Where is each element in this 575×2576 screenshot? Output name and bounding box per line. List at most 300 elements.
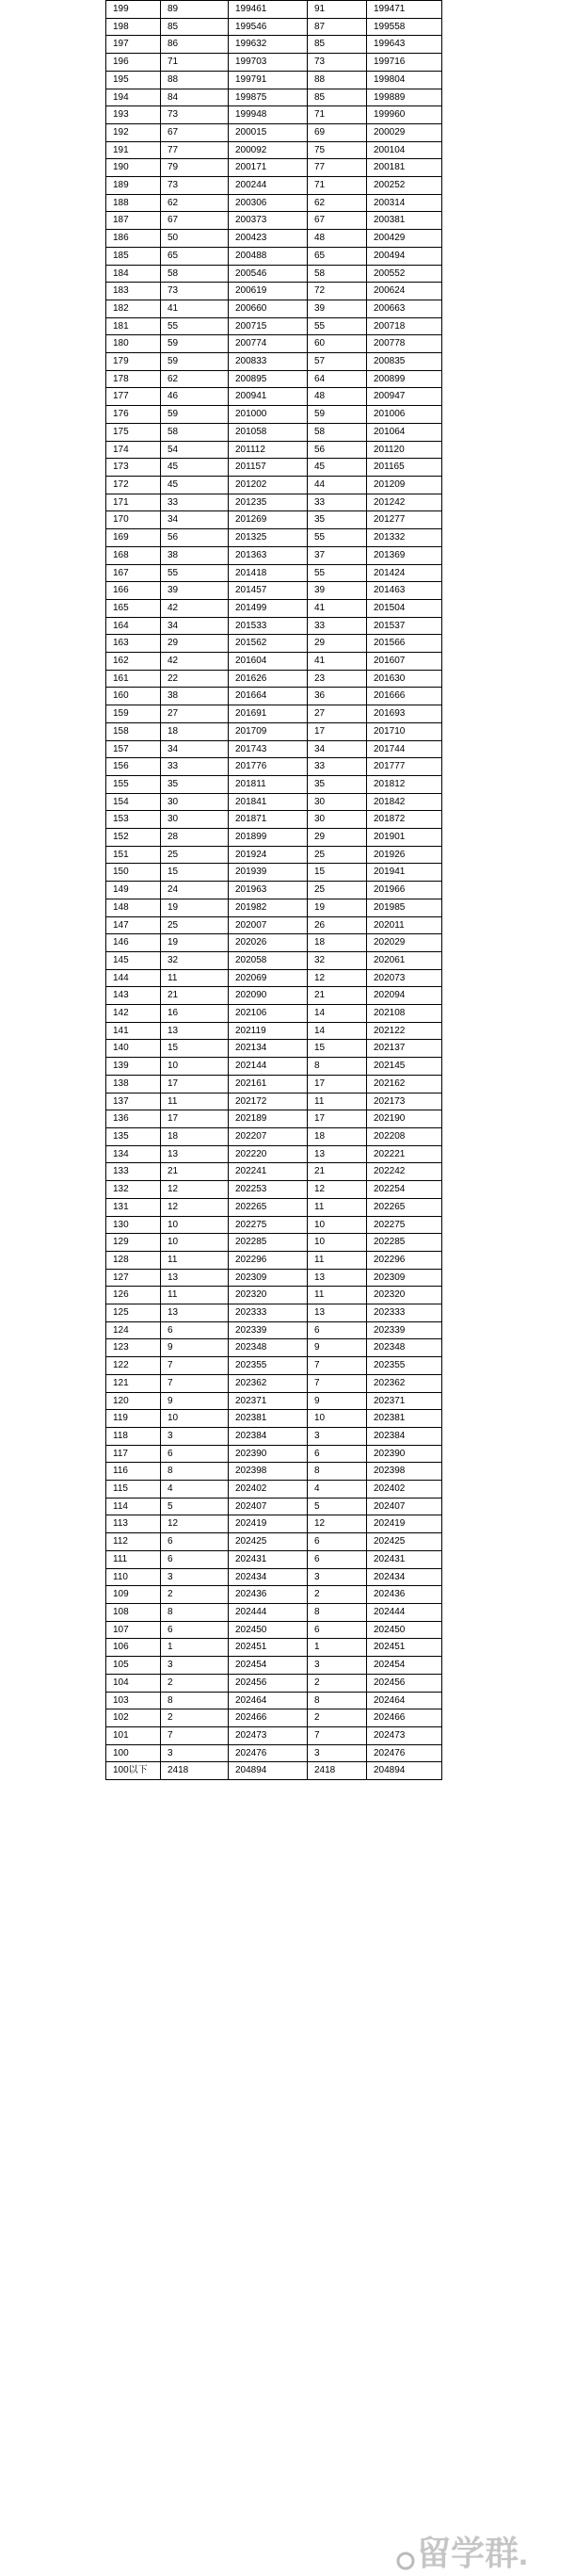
table-row xyxy=(106,423,442,441)
table-cell-score: 136 xyxy=(106,1110,161,1128)
table-cell-cumulative-b: 200552 xyxy=(367,265,442,283)
table-cell-cumulative-b: 200429 xyxy=(367,230,442,248)
table-cell-cumulative-b: 202221 xyxy=(367,1145,442,1163)
table-row xyxy=(106,1515,442,1533)
table-cell-cumulative-b: 202190 xyxy=(367,1110,442,1128)
table-cell-count-a: 59 xyxy=(161,406,229,424)
table-row xyxy=(106,353,442,371)
table-cell-count-a: 29 xyxy=(161,635,229,653)
table-cell-cumulative-b: 200663 xyxy=(367,300,442,317)
table-cell-cumulative-a: 202371 xyxy=(229,1392,308,1410)
table-cell-count-a: 88 xyxy=(161,71,229,89)
table-cell-cumulative-b: 202285 xyxy=(367,1234,442,1252)
table-cell-cumulative-b: 202464 xyxy=(367,1692,442,1709)
table-cell-count-b: 2 xyxy=(308,1586,367,1604)
table-cell-score: 152 xyxy=(106,829,161,847)
table-cell-count-a: 35 xyxy=(161,775,229,793)
table-cell-count-b: 41 xyxy=(308,599,367,617)
table-row xyxy=(106,1216,442,1234)
table-cell-count-b: 6 xyxy=(308,1621,367,1639)
table-cell-count-a: 12 xyxy=(161,1181,229,1199)
score-table-body xyxy=(106,1,442,1780)
table-cell-cumulative-b: 202145 xyxy=(367,1058,442,1076)
table-row xyxy=(106,441,442,459)
table-cell-score: 176 xyxy=(106,406,161,424)
table-cell-count-a: 6 xyxy=(161,1533,229,1551)
table-cell-count-b: 35 xyxy=(308,775,367,793)
table-cell-count-b: 71 xyxy=(308,106,367,124)
table-cell-count-b: 11 xyxy=(308,1198,367,1216)
table-row xyxy=(106,89,442,106)
table-cell-count-b: 44 xyxy=(308,476,367,494)
table-cell-score: 167 xyxy=(106,564,161,582)
table-cell-score: 145 xyxy=(106,951,161,969)
table-row xyxy=(106,177,442,195)
table-row xyxy=(106,829,442,847)
table-cell-score: 175 xyxy=(106,423,161,441)
table-row xyxy=(106,1410,442,1428)
table-cell-count-b: 41 xyxy=(308,653,367,671)
table-cell-cumulative-a: 202007 xyxy=(229,916,308,934)
table-cell-count-a: 15 xyxy=(161,1040,229,1058)
table-cell-cumulative-a: 202253 xyxy=(229,1181,308,1199)
table-cell-cumulative-a: 202090 xyxy=(229,987,308,1005)
table-cell-cumulative-b: 202454 xyxy=(367,1657,442,1675)
table-row xyxy=(106,71,442,89)
table-cell-score: 146 xyxy=(106,934,161,952)
table-cell-count-a: 34 xyxy=(161,740,229,758)
table-cell-cumulative-a: 202384 xyxy=(229,1427,308,1445)
table-cell-count-a: 4 xyxy=(161,1481,229,1499)
table-cell-cumulative-a: 202106 xyxy=(229,1005,308,1023)
table-cell-cumulative-b: 199889 xyxy=(367,89,442,106)
table-cell-score: 164 xyxy=(106,617,161,635)
table-cell-cumulative-b: 199804 xyxy=(367,71,442,89)
table-cell-cumulative-b: 202390 xyxy=(367,1445,442,1463)
table-cell-cumulative-a: 201604 xyxy=(229,653,308,671)
table-cell-count-b: 7 xyxy=(308,1357,367,1375)
table-cell-count-b: 69 xyxy=(308,123,367,141)
table-cell-count-b: 55 xyxy=(308,564,367,582)
table-cell-score: 103 xyxy=(106,1692,161,1709)
table-cell-cumulative-b: 202384 xyxy=(367,1427,442,1445)
table-cell-score: 129 xyxy=(106,1234,161,1252)
table-cell-cumulative-b: 202296 xyxy=(367,1251,442,1269)
table-cell-cumulative-b: 201064 xyxy=(367,423,442,441)
table-cell-count-b: 13 xyxy=(308,1269,367,1287)
table-cell-cumulative-a: 202339 xyxy=(229,1321,308,1339)
table-cell-score: 148 xyxy=(106,899,161,916)
table-cell-score: 171 xyxy=(106,494,161,511)
table-cell-cumulative-b: 202425 xyxy=(367,1533,442,1551)
table-cell-score: 100 xyxy=(106,1744,161,1762)
table-cell-cumulative-b: 202402 xyxy=(367,1481,442,1499)
table-cell-count-a: 32 xyxy=(161,951,229,969)
table-cell-score: 196 xyxy=(106,54,161,72)
table-cell-score: 116 xyxy=(106,1463,161,1481)
table-row xyxy=(106,1639,442,1657)
table-cell-cumulative-b: 201777 xyxy=(367,758,442,776)
table-cell-count-b: 77 xyxy=(308,159,367,177)
table-cell-cumulative-a: 200373 xyxy=(229,212,308,230)
table-cell-count-b: 12 xyxy=(308,1515,367,1533)
table-cell-cumulative-b: 202309 xyxy=(367,1269,442,1287)
table-cell-score: 194 xyxy=(106,89,161,106)
table-cell-count-b: 65 xyxy=(308,247,367,265)
table-cell-count-a: 22 xyxy=(161,670,229,688)
table-row xyxy=(106,370,442,388)
table-cell-score: 115 xyxy=(106,1481,161,1499)
table-cell-count-b: 25 xyxy=(308,846,367,864)
table-cell-cumulative-a: 202419 xyxy=(229,1515,308,1533)
table-cell-count-b: 72 xyxy=(308,283,367,300)
table-cell-count-b: 23 xyxy=(308,670,367,688)
table-cell-cumulative-b: 201693 xyxy=(367,705,442,723)
table-cell-cumulative-b: 202265 xyxy=(367,1198,442,1216)
table-row xyxy=(106,951,442,969)
table-row xyxy=(106,1709,442,1727)
table-cell-cumulative-b: 201424 xyxy=(367,564,442,582)
table-row xyxy=(106,934,442,952)
table-cell-cumulative-a: 201871 xyxy=(229,811,308,829)
table-cell-count-a: 11 xyxy=(161,1287,229,1304)
table-cell-count-b: 25 xyxy=(308,882,367,899)
table-cell-cumulative-a: 202285 xyxy=(229,1234,308,1252)
table-cell-count-a: 15 xyxy=(161,864,229,882)
table-cell-cumulative-a: 202058 xyxy=(229,951,308,969)
table-row xyxy=(106,916,442,934)
table-cell-count-b: 26 xyxy=(308,916,367,934)
table-row xyxy=(106,459,442,477)
table-cell-count-a: 1 xyxy=(161,1639,229,1657)
table-cell-cumulative-a: 201363 xyxy=(229,546,308,564)
table-cell-cumulative-b: 202029 xyxy=(367,934,442,952)
table-row xyxy=(106,494,442,511)
table-row xyxy=(106,1,442,19)
table-cell-cumulative-a: 201743 xyxy=(229,740,308,758)
table-cell-count-b: 57 xyxy=(308,353,367,371)
table-cell-count-a: 62 xyxy=(161,370,229,388)
table-cell-count-b: 7 xyxy=(308,1374,367,1392)
table-cell-score: 195 xyxy=(106,71,161,89)
table-cell-score: 123 xyxy=(106,1339,161,1357)
table-cell-cumulative-b: 202011 xyxy=(367,916,442,934)
table-cell-cumulative-b: 202444 xyxy=(367,1603,442,1621)
table-row xyxy=(106,899,442,916)
table-cell-count-b: 8 xyxy=(308,1058,367,1076)
table-row xyxy=(106,846,442,864)
table-cell-count-b: 33 xyxy=(308,494,367,511)
table-cell-count-b: 18 xyxy=(308,1128,367,1146)
table-row xyxy=(106,670,442,688)
table-cell-cumulative-b: 201165 xyxy=(367,459,442,477)
table-cell-count-b: 19 xyxy=(308,899,367,916)
table-cell-count-a: 34 xyxy=(161,511,229,529)
table-cell-count-a: 3 xyxy=(161,1568,229,1586)
table-cell-count-a: 2 xyxy=(161,1586,229,1604)
table-cell-cumulative-b: 201242 xyxy=(367,494,442,511)
table-cell-count-b: 8 xyxy=(308,1603,367,1621)
table-cell-count-a: 10 xyxy=(161,1216,229,1234)
table-cell-count-b: 11 xyxy=(308,1287,367,1304)
table-cell-count-b: 2 xyxy=(308,1709,367,1727)
table-cell-score: 131 xyxy=(106,1198,161,1216)
table-row xyxy=(106,1374,442,1392)
table-cell-count-b: 9 xyxy=(308,1392,367,1410)
table-row xyxy=(106,247,442,265)
table-cell-count-a: 12 xyxy=(161,1515,229,1533)
table-row xyxy=(106,300,442,317)
table-cell-cumulative-a: 201982 xyxy=(229,899,308,916)
table-row xyxy=(106,599,442,617)
table-cell-score: 112 xyxy=(106,1533,161,1551)
table-cell-count-a: 17 xyxy=(161,1075,229,1093)
table-cell-cumulative-b: 201966 xyxy=(367,882,442,899)
table-row xyxy=(106,546,442,564)
table-row xyxy=(106,582,442,600)
table-cell-count-b: 85 xyxy=(308,36,367,54)
table-cell-score: 124 xyxy=(106,1321,161,1339)
table-cell-cumulative-a: 201112 xyxy=(229,441,308,459)
table-row xyxy=(106,1234,442,1252)
table-row xyxy=(106,1163,442,1181)
table-cell-cumulative-a: 201058 xyxy=(229,423,308,441)
table-cell-cumulative-a: 199791 xyxy=(229,71,308,89)
table-cell-cumulative-b: 200104 xyxy=(367,141,442,159)
table-cell-cumulative-b: 201504 xyxy=(367,599,442,617)
table-cell-score: 147 xyxy=(106,916,161,934)
table-cell-count-b: 29 xyxy=(308,829,367,847)
table-cell-cumulative-a: 200488 xyxy=(229,247,308,265)
table-cell-score: 102 xyxy=(106,1709,161,1727)
table-cell-cumulative-b: 200181 xyxy=(367,159,442,177)
table-cell-cumulative-b: 200778 xyxy=(367,335,442,353)
table-cell-score: 197 xyxy=(106,36,161,54)
table-row xyxy=(106,564,442,582)
table-cell-cumulative-b: 202431 xyxy=(367,1550,442,1568)
table-cell-score: 120 xyxy=(106,1392,161,1410)
table-cell-score: 159 xyxy=(106,705,161,723)
table-cell-score: 192 xyxy=(106,123,161,141)
table-cell-cumulative-b: 200029 xyxy=(367,123,442,141)
table-cell-count-b: 21 xyxy=(308,1163,367,1181)
table-cell-score: 142 xyxy=(106,1005,161,1023)
table-cell-cumulative-a: 202466 xyxy=(229,1709,308,1727)
table-cell-score: 198 xyxy=(106,18,161,36)
table-row xyxy=(106,1586,442,1604)
table-cell-cumulative-b: 199471 xyxy=(367,1,442,19)
table-cell-cumulative-b: 202333 xyxy=(367,1304,442,1322)
table-cell-cumulative-b: 202434 xyxy=(367,1568,442,1586)
table-cell-count-a: 67 xyxy=(161,212,229,230)
table-row xyxy=(106,406,442,424)
table-cell-count-b: 7 xyxy=(308,1726,367,1744)
table-row xyxy=(106,1445,442,1463)
table-cell-score: 105 xyxy=(106,1657,161,1675)
table-cell-cumulative-b: 199643 xyxy=(367,36,442,54)
table-row xyxy=(106,1550,442,1568)
table-cell-count-a: 7 xyxy=(161,1357,229,1375)
table-cell-count-b: 11 xyxy=(308,1093,367,1110)
table-cell-score: 121 xyxy=(106,1374,161,1392)
table-cell-cumulative-b: 201842 xyxy=(367,793,442,811)
table-cell-cumulative-a: 199461 xyxy=(229,1,308,19)
table-cell-score: 160 xyxy=(106,688,161,705)
table-cell-cumulative-a: 202265 xyxy=(229,1198,308,1216)
table-row xyxy=(106,1093,442,1110)
table-cell-score: 183 xyxy=(106,283,161,300)
table-cell-count-a: 54 xyxy=(161,441,229,459)
table-cell-cumulative-a: 202296 xyxy=(229,1251,308,1269)
table-cell-cumulative-a: 200171 xyxy=(229,159,308,177)
table-row xyxy=(106,212,442,230)
table-row xyxy=(106,1621,442,1639)
table-cell-cumulative-a: 200715 xyxy=(229,317,308,335)
table-cell-cumulative-b: 202362 xyxy=(367,1374,442,1392)
table-cell-cumulative-a: 201924 xyxy=(229,846,308,864)
table-cell-cumulative-b: 200624 xyxy=(367,283,442,300)
table-cell-cumulative-a: 202431 xyxy=(229,1550,308,1568)
table-row xyxy=(106,864,442,882)
table-cell-count-b: 21 xyxy=(308,987,367,1005)
table-cell-cumulative-a: 202451 xyxy=(229,1639,308,1657)
table-cell-cumulative-b: 201926 xyxy=(367,846,442,864)
table-cell-score: 100以下 xyxy=(106,1762,161,1780)
watermark-text: 留学群. xyxy=(417,2534,529,2572)
table-cell-cumulative-b: 202339 xyxy=(367,1321,442,1339)
table-row xyxy=(106,1692,442,1709)
table-row xyxy=(106,1762,442,1780)
table-cell-count-a: 34 xyxy=(161,617,229,635)
table-cell-score: 149 xyxy=(106,882,161,899)
table-cell-score: 189 xyxy=(106,177,161,195)
table-cell-cumulative-b: 202451 xyxy=(367,1639,442,1657)
table-cell-count-a: 45 xyxy=(161,476,229,494)
table-row xyxy=(106,1657,442,1675)
table-cell-cumulative-b: 202173 xyxy=(367,1093,442,1110)
table-cell-score: 153 xyxy=(106,811,161,829)
table-row xyxy=(106,18,442,36)
table-cell-count-a: 3 xyxy=(161,1744,229,1762)
table-cell-cumulative-a: 202355 xyxy=(229,1357,308,1375)
table-cell-count-b: 9 xyxy=(308,1339,367,1357)
table-cell-score: 173 xyxy=(106,459,161,477)
table-cell-cumulative-b: 202381 xyxy=(367,1410,442,1428)
table-cell-count-a: 45 xyxy=(161,459,229,477)
table-cell-score: 130 xyxy=(106,1216,161,1234)
table-cell-count-b: 39 xyxy=(308,582,367,600)
table-row xyxy=(106,1304,442,1322)
table-cell-count-b: 13 xyxy=(308,1145,367,1163)
table-cell-score: 144 xyxy=(106,969,161,987)
table-cell-score: 122 xyxy=(106,1357,161,1375)
table-cell-count-b: 29 xyxy=(308,635,367,653)
table-row xyxy=(106,1726,442,1744)
table-cell-cumulative-b: 202242 xyxy=(367,1163,442,1181)
table-cell-count-a: 39 xyxy=(161,582,229,600)
table-cell-count-b: 3 xyxy=(308,1427,367,1445)
table-cell-count-a: 16 xyxy=(161,1005,229,1023)
table-cell-score: 101 xyxy=(106,1726,161,1744)
table-cell-score: 174 xyxy=(106,441,161,459)
table-cell-count-a: 73 xyxy=(161,177,229,195)
table-cell-score: 151 xyxy=(106,846,161,864)
table-row xyxy=(106,1005,442,1023)
table-cell-cumulative-a: 200306 xyxy=(229,194,308,212)
table-cell-score: 169 xyxy=(106,529,161,547)
table-cell-score: 170 xyxy=(106,511,161,529)
table-cell-score: 118 xyxy=(106,1427,161,1445)
table-cell-count-a: 38 xyxy=(161,546,229,564)
table-cell-cumulative-a: 201157 xyxy=(229,459,308,477)
table-cell-count-b: 12 xyxy=(308,969,367,987)
table-cell-score: 135 xyxy=(106,1128,161,1146)
table-cell-cumulative-a: 202161 xyxy=(229,1075,308,1093)
table-cell-cumulative-a: 202398 xyxy=(229,1463,308,1481)
table-cell-cumulative-a: 201533 xyxy=(229,617,308,635)
table-cell-cumulative-b: 201901 xyxy=(367,829,442,847)
table-cell-cumulative-a: 201269 xyxy=(229,511,308,529)
table-cell-cumulative-a: 202434 xyxy=(229,1568,308,1586)
table-cell-count-a: 10 xyxy=(161,1234,229,1252)
table-cell-score: 138 xyxy=(106,1075,161,1093)
table-cell-score: 184 xyxy=(106,265,161,283)
table-cell-score: 199 xyxy=(106,1,161,19)
table-row xyxy=(106,529,442,547)
table-cell-score: 127 xyxy=(106,1269,161,1287)
table-row xyxy=(106,317,442,335)
table-cell-cumulative-b: 202320 xyxy=(367,1287,442,1304)
table-cell-count-b: 67 xyxy=(308,212,367,230)
table-cell-score: 139 xyxy=(106,1058,161,1076)
table-cell-cumulative-b: 201941 xyxy=(367,864,442,882)
table-cell-cumulative-a: 200546 xyxy=(229,265,308,283)
table-cell-count-b: 17 xyxy=(308,1110,367,1128)
table-cell-score: 113 xyxy=(106,1515,161,1533)
table-row xyxy=(106,1498,442,1515)
table-cell-count-a: 2 xyxy=(161,1674,229,1692)
table-cell-count-b: 15 xyxy=(308,864,367,882)
table-cell-cumulative-a: 201664 xyxy=(229,688,308,705)
table-row xyxy=(106,793,442,811)
table-cell-cumulative-a: 204894 xyxy=(229,1762,308,1780)
table-cell-score: 165 xyxy=(106,599,161,617)
table-cell-score: 133 xyxy=(106,1163,161,1181)
table-cell-count-b: 59 xyxy=(308,406,367,424)
table-cell-count-b: 55 xyxy=(308,529,367,547)
table-row xyxy=(106,1181,442,1199)
table-cell-count-a: 8 xyxy=(161,1692,229,1709)
table-cell-cumulative-b: 201710 xyxy=(367,722,442,740)
table-cell-count-a: 38 xyxy=(161,688,229,705)
table-cell-count-a: 19 xyxy=(161,934,229,952)
table-cell-score: 190 xyxy=(106,159,161,177)
table-cell-score: 143 xyxy=(106,987,161,1005)
table-cell-count-b: 33 xyxy=(308,617,367,635)
table-cell-cumulative-b: 202254 xyxy=(367,1181,442,1199)
table-cell-count-b: 12 xyxy=(308,1181,367,1199)
table-row xyxy=(106,811,442,829)
table-cell-cumulative-b: 201369 xyxy=(367,546,442,564)
table-cell-count-b: 17 xyxy=(308,722,367,740)
table-row xyxy=(106,1744,442,1762)
table-row xyxy=(106,1357,442,1375)
table-row xyxy=(106,141,442,159)
table-cell-cumulative-a: 200833 xyxy=(229,353,308,371)
table-cell-count-a: 50 xyxy=(161,230,229,248)
table-cell-cumulative-a: 202207 xyxy=(229,1128,308,1146)
table-cell-cumulative-b: 200718 xyxy=(367,317,442,335)
